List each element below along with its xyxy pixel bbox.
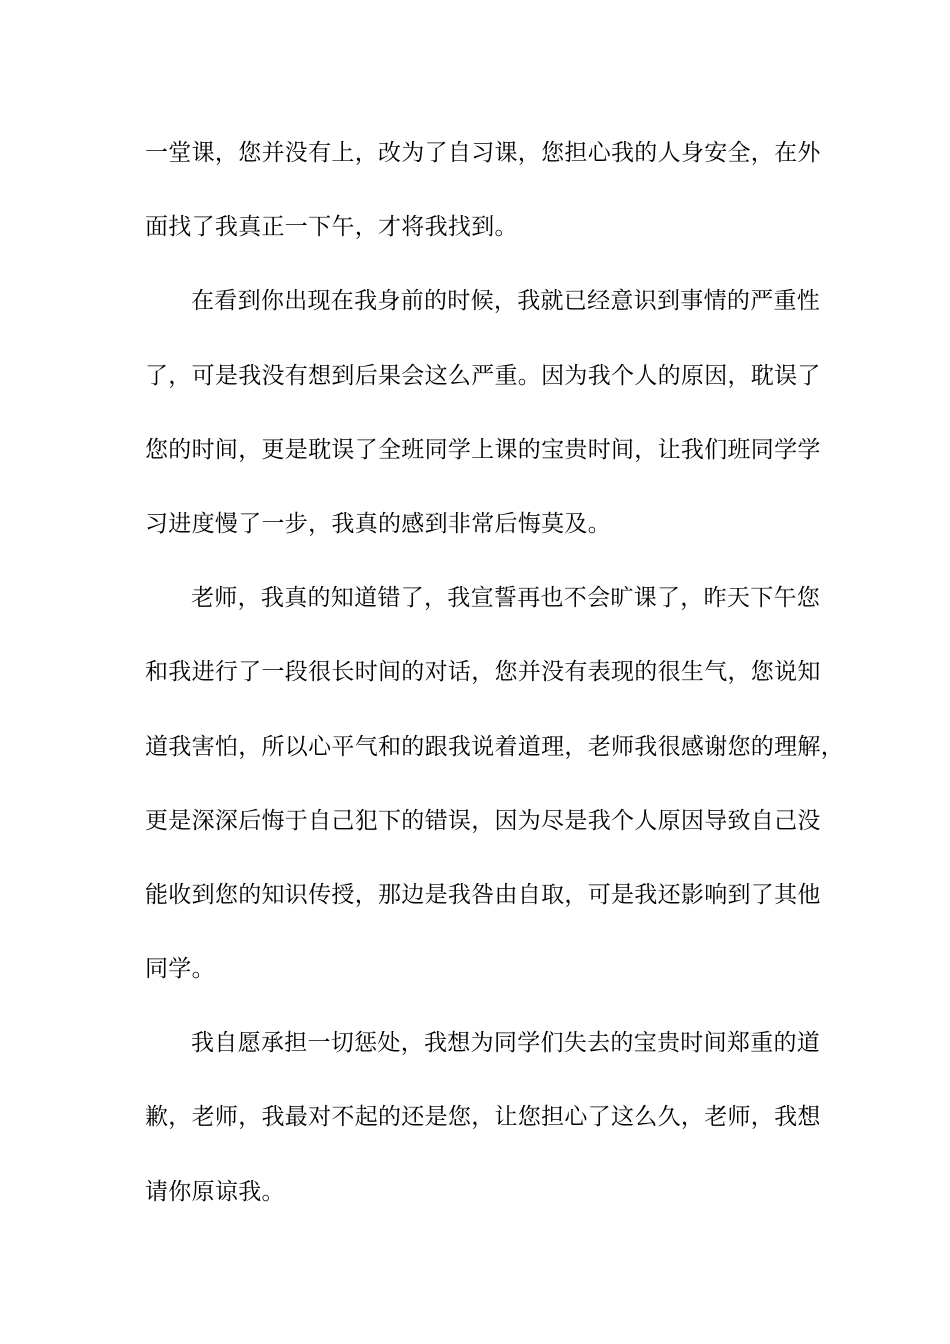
text-line: 一堂课，您并没有上，改为了自习课，您担心我的人身安全，在外 [145,140,821,166]
text-line: 同学。 [145,956,215,983]
body-text [145,130,844,1243]
text-line: 和我进行了一段很长时间的对话，您并没有表现的很生气，您说知 [145,659,821,686]
text-line: 更是深深后悔于自己犯下的错误，因为尽是我个人原因导致自己没 [145,807,821,834]
text-line: 了，可是我没有想到后果会这么严重。因为我个人的原因，耽误了 [145,362,821,389]
text-line: 习进度慢了一步，我真的感到非常后悔莫及。 [145,510,611,537]
paragraph-start-line: 老师，我真的知道错了，我宣誓再也不会旷课了，昨天下午您 [191,585,821,612]
paragraph-start-line: 我自愿承担一切惩处，我想为同学们失去的宝贵时间郑重的道 [191,1030,821,1057]
text-line: 能收到您的知识传授，那边是我咎由自取，可是我还影响到了其他 [145,881,821,908]
text-line: 您的时间，更是耽误了全班同学上课的宝贵时间，让我们班同学学 [145,436,821,463]
text-line: 请你原谅我。 [145,1178,285,1205]
text-line: 面找了我真正一下午，才将我找到。 [145,214,518,241]
text-line: 歉，老师，我最对不起的还是您，让您担心了这么久，老师，我想 [145,1104,821,1131]
text-line: 道我害怕，所以心平气和的跟我说着道理，老师我很感谢您的理解， [145,733,844,760]
paragraph-start-line: 在看到你出现在我身前的时候，我就已经意识到事情的严重性 [191,288,821,315]
